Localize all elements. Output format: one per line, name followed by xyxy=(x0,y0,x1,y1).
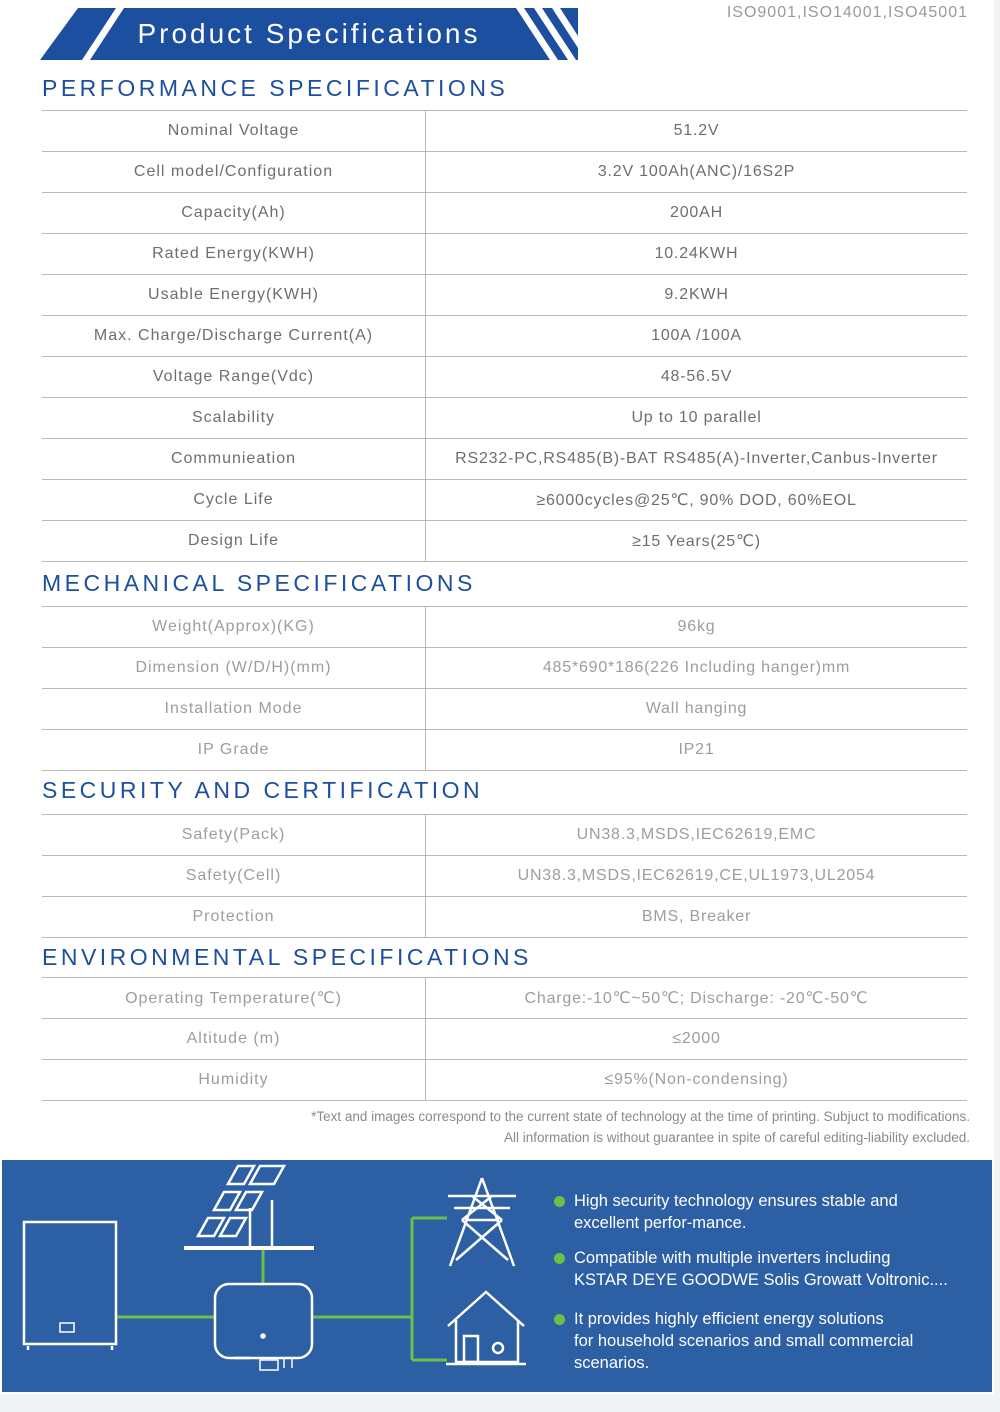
spec-value: 3.2V 100Ah(ANC)/16S2P xyxy=(597,163,796,180)
spec-label: Nominal Voltage xyxy=(42,111,426,151)
table-row xyxy=(42,275,967,316)
spec-label: Dimension (W/D/H)(mm) xyxy=(42,648,426,688)
table-row xyxy=(42,521,967,562)
spec-value: ≤95%(Non-condensing) xyxy=(604,1071,789,1088)
table-row xyxy=(42,730,967,771)
spec-value: 100A /100A xyxy=(651,327,742,344)
disclaimer-line-2: All information is without guarantee in spite of careful editing-liability excluded. xyxy=(503,1130,970,1145)
table-row xyxy=(42,357,967,398)
feature-line: excellent perfor-mance. xyxy=(574,1214,747,1232)
table-row xyxy=(42,1060,967,1101)
spec-label: Safety(Pack) xyxy=(42,815,426,855)
disclaimer-line-1: *Text and images correspond to the current state of technology at the time of printing. Subjuct to modifications. xyxy=(311,1109,970,1124)
power-tower-icon xyxy=(448,1178,516,1266)
spec-label: Usable Energy(KWH) xyxy=(42,275,426,315)
page-title: Product Specifications xyxy=(137,18,481,49)
feature-line: Compatible with multiple inverters including xyxy=(574,1249,891,1267)
inverter-icon xyxy=(215,1284,312,1370)
table-row xyxy=(42,607,967,648)
spec-label: Operating Temperature(℃) xyxy=(42,978,426,1018)
spec-label: Scalability xyxy=(42,398,426,438)
mechanical-table xyxy=(42,606,967,771)
spec-label: Protection xyxy=(42,897,426,937)
spec-value: 485*690*186(226 Including hanger)mm xyxy=(542,659,851,676)
spec-value: 9.2KWH xyxy=(664,286,729,303)
table-row xyxy=(42,111,967,152)
spec-value: Wall hanging xyxy=(645,700,748,717)
header-banner xyxy=(40,8,578,60)
spec-label: Max. Charge/Discharge Current(A) xyxy=(42,316,426,356)
spec-label: Voltage Range(Vdc) xyxy=(42,357,426,397)
spec-label: Cell model/Configuration xyxy=(42,152,426,192)
spec-value: UN38.3,MSDS,IEC62619,CE,UL1973,UL2054 xyxy=(517,867,876,884)
battery-cabinet-icon xyxy=(24,1222,116,1350)
section-title-mechanical: MECHANICAL SPECIFICATIONS xyxy=(42,570,476,596)
feature-item xyxy=(550,1308,970,1374)
certification-line: ISO9001,ISO14001,ISO45001 xyxy=(726,4,968,21)
bullet-icon xyxy=(554,1196,565,1207)
spec-value: 48-56.5V xyxy=(660,368,733,385)
spec-value: RS232-PC,RS485(B)-BAT RS485(A)-Inverter,Canbus-Inverter xyxy=(455,450,938,467)
spec-label: Humidity xyxy=(42,1060,426,1100)
spec-label: Altitude (m) xyxy=(42,1019,426,1059)
spec-value: 10.24KWH xyxy=(654,245,739,262)
spec-value: IP21 xyxy=(678,741,715,758)
table-row xyxy=(42,480,967,521)
spec-value: 51.2V xyxy=(673,122,720,139)
environmental-table xyxy=(42,977,967,1101)
table-row xyxy=(42,689,967,730)
table-row xyxy=(42,193,967,234)
house-icon xyxy=(446,1292,526,1364)
spec-label: Design Life xyxy=(42,521,426,561)
bullet-icon xyxy=(554,1314,565,1325)
connector-lines xyxy=(116,1218,447,1360)
feature-item xyxy=(550,1190,970,1234)
table-row xyxy=(42,978,967,1019)
spec-value: BMS, Breaker xyxy=(641,908,752,925)
spec-value: ≥6000cycles@25℃, 90% DOD, 60%EOL xyxy=(536,492,857,509)
performance-table xyxy=(42,110,967,562)
spec-label: Safety(Cell) xyxy=(42,856,426,896)
section-title-environmental: ENVIRONMENTAL SPECIFICATIONS xyxy=(42,944,532,970)
feature-item xyxy=(550,1247,970,1291)
spec-label: Cycle Life xyxy=(42,480,426,520)
spec-value: ≤2000 xyxy=(672,1030,721,1047)
section-title-performance: PERFORMANCE SPECIFICATIONS xyxy=(42,75,509,101)
security-table xyxy=(42,814,967,938)
table-row xyxy=(42,398,967,439)
spec-value: ≥15 Years(25℃) xyxy=(632,533,761,550)
system-diagram xyxy=(2,1160,542,1392)
spec-value: 96kg xyxy=(677,618,716,635)
table-row xyxy=(42,897,967,938)
spec-value: UN38.3,MSDS,IEC62619,EMC xyxy=(576,826,817,843)
spec-label: Capacity(Ah) xyxy=(42,193,426,233)
feature-line: High security technology ensures stable and xyxy=(574,1192,898,1210)
spec-value: Charge:-10℃~50℃; Discharge: -20℃-50℃ xyxy=(524,990,869,1007)
feature-line: for household scenarios and small commercial xyxy=(574,1332,914,1350)
spec-label: Installation Mode xyxy=(42,689,426,729)
spec-label: IP Grade xyxy=(42,730,426,770)
bullet-icon xyxy=(554,1253,565,1264)
table-row xyxy=(42,1019,967,1060)
feature-line: KSTAR DEYE GOODWE Solis Growatt Voltronic.... xyxy=(574,1271,948,1289)
table-row xyxy=(42,815,967,856)
table-row xyxy=(42,316,967,357)
page-edge xyxy=(994,0,1000,1412)
feature-line: It provides highly efficient energy solutions xyxy=(574,1310,884,1328)
spec-value: Up to 10 parallel xyxy=(631,409,762,426)
spec-value: 200AH xyxy=(670,204,723,221)
table-row xyxy=(42,439,967,480)
spec-label: Weight(Approx)(KG) xyxy=(42,607,426,647)
table-row xyxy=(42,152,967,193)
solar-panel-icon xyxy=(184,1166,314,1248)
feature-line: scenarios. xyxy=(574,1354,650,1372)
table-row xyxy=(42,856,967,897)
table-row xyxy=(42,648,967,689)
system-diagram-panel xyxy=(2,1160,992,1392)
bottom-strip xyxy=(0,1394,1000,1412)
spec-label: Communieation xyxy=(42,439,426,479)
section-title-security: SECURITY AND CERTIFICATION xyxy=(42,777,484,803)
table-row xyxy=(42,234,967,275)
spec-label: Rated Energy(KWH) xyxy=(42,234,426,274)
